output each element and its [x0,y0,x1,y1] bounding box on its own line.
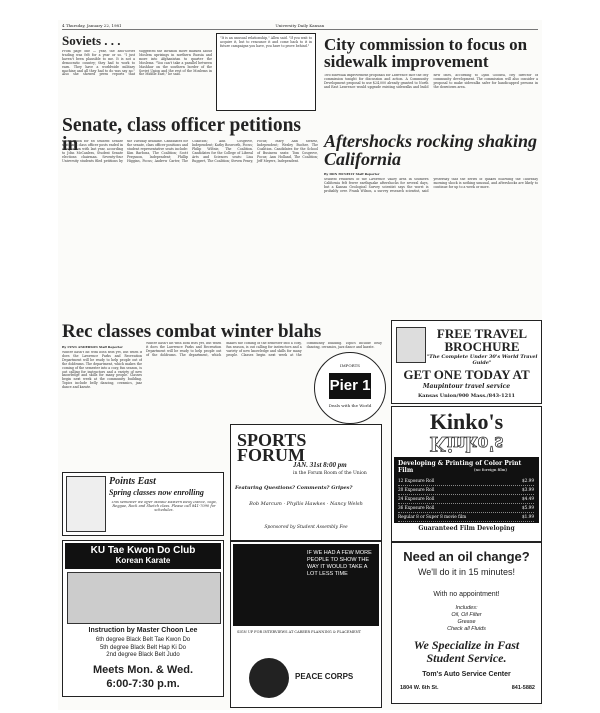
sports-forum-place: in the Forum Room of the Union [293,471,367,476]
peace-corps-signup: SIGN UP FOR INTERVIEWS AT CAREER PLANNING & PLACEMENT [237,630,362,634]
kinkos-headline: Developing & Printing of Color Print Film [398,460,522,474]
toms-no-appt: With no appointment! [433,591,500,598]
rec-classes-story-cont: Winter hasn't hit with both fists yet, but when it does the Lawrence Parks and Recreation Department will be ready to help people out of the doldrums. The department, which makes the coming of the semester into a cozy, fun season, is out calling for instructors and a variety of new knowledge and skills for many people. Classes begin next week at the community building. Topics include belly dancing, ceramics, jazz dance and karate. [146,342,382,357]
kinkos-logo: Kinko's [429,409,504,434]
toms-include-item: Grease [457,619,476,625]
sports-forum-names: Bob Marcum · Phyllis Hawkes · Nancy Welsh [249,501,363,507]
peace-corps-text: IF WE HAD A FEW MORE PEOPLE TO SHOW THE WAY IT WOULD TAKE A LOT LESS TIME [307,550,372,577]
agency-address: Kansas Union/900 Mass./843-1211 [417,393,516,399]
aftershocks-byline: By DON MCNEILY Staff Reporter [324,172,380,176]
city-commission-story: Two sidewalk improvement proposals for Lawrence face the city commission tonight for discussion and action. A Community Development proposal to use $24,000 already granted to North and East Lawrence would upgrade existing sidewalks and build new ones, according to Lynn Goodell, city director of community development. The commission will also consider a proposal to make sidewalks safer for handicapped persons in the downtown area. [324,74,538,89]
sports-forum-ad [230,424,382,541]
sports-forum-sponsor: Sponsored by Student Assembly Fee [264,525,348,530]
kinkos-price-row [398,486,534,495]
kinkos-price-row [398,477,534,486]
kinkos-logo-reflection: Kinko's [429,432,504,457]
kinkos-price-panel [394,457,539,523]
points-east-body: This semester we offer Middle Eastern Belly Dance, Yoga, Reggae, Rock and Sketch class. Please call 841-7090 for schedules. [111,501,217,512]
pier1-ad [314,352,386,424]
folio-center: University Daily Kansan [275,23,325,28]
toms-include-item: Includes: [455,605,478,611]
toms-includes-list [394,605,539,633]
free-travel-title: FREE TRAVEL BROCHURE [436,326,528,354]
points-east-ad [62,472,224,536]
toms-auto-ad [391,542,542,704]
agency-name: Maupintour travel service [422,383,511,390]
kinkos-price-label: 36 Exposure Roll [398,505,435,510]
kinkos-guarantee: Guaranteed Film Developing [418,525,515,532]
martial-arts-photo [67,572,221,624]
pier1-logo: Pier 1 [329,373,371,399]
toms-phone: 841-5882 [511,685,535,691]
kinkos-price-value: $1.99 [522,514,534,519]
kinkos-price-value: $2.99 [522,478,534,483]
senate-headline: Senate, class officer petitions in [62,115,302,155]
free-travel-cta: GET ONE TODAY AT [403,367,530,382]
tkd-rank: 2nd degree Black Belt Judo [106,652,180,658]
tkd-rank: 5th degree Black Belt Hap Ki Do [99,644,187,651]
folio-line [62,23,538,30]
sports-forum-date: JAN. 31st 8:00 pm [293,461,347,469]
peace-corps-ad [230,541,382,708]
quote-column [216,33,316,111]
soviets-headline: Soviets . . . [62,33,121,48]
tkd-header [65,543,221,569]
sports-forum-title: SPORTS FORUM [237,430,307,465]
free-travel-ad [391,320,542,404]
tkd-meets: Meets Mon. & Wed. [92,664,194,676]
newspaper-page [58,20,542,710]
toms-promise: We'll do it in 15 minutes! [417,567,516,577]
senate-story: Competition for 68 Student Senate seats and class officer posts ended in comparison with last year, according to John McCanless, Student Senate elections chairman. Seventy-four University students filed petitions by the Tuesday deadline. Candidates for the senate, class officer positions and student representative seats include: Kim Barbosa, The Coalition; Scott Ferguson, Independent; Phillip Higgins, Focus; Andrew Carter, The Coalition; Ann Cosgrove, Independent; Kathy Bosworth, Focus; Philip Wiltsie, The Coalition. Candidates for the College of Liberal Arts and Sciences seats: Lisa Ruppert, The Coalition; Steven Penry, Focus; Mary Ann Swartz, Independent; Wesley Bucher, The Coalition. Candidates for the School of Business seats: Tom Cosgrove, Focus; Ann Holland, The Coalition; Jeff Meyers, Independent. [62,140,318,163]
toms-slogan: We Specialize in Fast Student Service. [413,638,520,665]
rec-classes-byline: By LYNN ANDERSON Staff Reporter [62,345,123,349]
kinkos-price-value: $3.99 [522,487,534,492]
kinkos-price-label: 24 Exposure Roll [398,496,435,501]
city-commission-headline: City commission to focus on sidewalk improvement [324,35,528,71]
brochure-image [396,327,426,363]
points-east-tagline: Spring classes now enrolling [109,488,204,497]
pier1-sub: IMPORTS [340,363,360,368]
kinkos-price-label: 12 Exposure Roll [398,478,435,483]
tkd-subtitle: Korean Karate [115,556,171,565]
rec-classes-story: Winter hasn't hit with both fists yet, but when it does the Lawrence Parks and Recreation Department will be ready to help people out of the doldrums. The department, which makes the coming of the semester into a cozy, fun season, is out calling for instructors and a variety of new knowledge and skills for many people. Classes begin next week at the community building. Topics include belly dancing, ceramics, jazz dance and karate. [62,351,142,390]
toms-address: 1804 W. 6th St. [400,685,439,691]
kinkos-price-row [398,495,534,504]
peace-corps-logo [249,658,289,698]
folio-left: 4 Thursday, January 22, 1981 [62,23,122,28]
kinkos-price-label: Regular 8 or Super 8 movie film [398,514,467,519]
points-east-name: Points East [109,476,156,487]
tkd-title: KU Tae Kwon Do Club [90,545,196,556]
peace-corps-photo [233,544,379,626]
tkd-rank: 6th degree Black Belt Tae Kwon Do [95,637,191,643]
tkd-instruction: Instruction by Master Choon Lee [88,627,198,634]
kinkos-price-value: $4.49 [522,496,534,501]
toms-include-item: Check all Fluids [447,626,486,632]
sports-forum-featuring: Featuring Questions? Comments? Gripes? [235,485,353,491]
kinkos-ad [391,406,542,542]
kinkos-price-row [398,504,534,513]
rec-classes-headline: Rec classes combat winter blahs [62,321,322,342]
tkd-rank-list [65,637,221,660]
quote-text: "It is an unusual relationship," Allen said. "If you wait to acquire it, but to renounce it and come back to it in future campaigns you have, you have to prove behind." [220,36,312,48]
toms-contact [400,685,535,691]
soviets-story: From page one — year, the anti-Soviet trading was felt for a year or so. "I just haven't been plausible to me. It is not a democratic country; they had to work to earn. They have a worldwide military machine and all they had to do was say no." Also she showed press reports that suggested the invasion move marked about Moslem uprisings in northern Russia and more into Afghanistan to quarter the Moslems. "You can't take a parallel between Mashhur on the southern border of the Soviet Union and the rest of the Moslems in the Middle East," he said. [62,50,212,77]
kinkos-price-row [398,513,534,522]
free-travel-subtitle: "The Complete Under 30's World Travel Guide" [426,354,538,366]
kinkos-price-value: $5.99 [522,505,534,510]
peace-corps-name: PEACE CORPS [295,672,354,681]
kinkos-subhead: (no foreign film) [474,467,507,472]
toms-question: Need an oil change? [403,549,530,564]
kinkos-price-label: 20 Exposure Roll [398,487,435,492]
tkd-time: 6:00-7:30 p.m. [106,678,180,690]
pier1-detail: Deals with the World [328,403,372,408]
aftershocks-story: Student residents of the Lawrence Valley area in southern California felt fewer earthquake aftershocks for several days, but a Kansas Geological Survey scientist says the worst is probably over. Frank Wilson, a survey research scientist, said yesterday that the series of quakes following the Thursday morning shock is nothing unusual, and aftershocks are likely to continue for up to a week or more. [324,178,538,193]
toms-name: Tom's Auto Service Center [422,671,511,678]
toms-include-item: Oil, Oil Filter [451,612,482,618]
tae-kwon-do-ad [62,540,224,697]
aftershocks-headline: Aftershocks rocking shaking California [324,131,538,169]
dancer-illustration [66,476,106,532]
kinkos-price-list [398,477,534,522]
